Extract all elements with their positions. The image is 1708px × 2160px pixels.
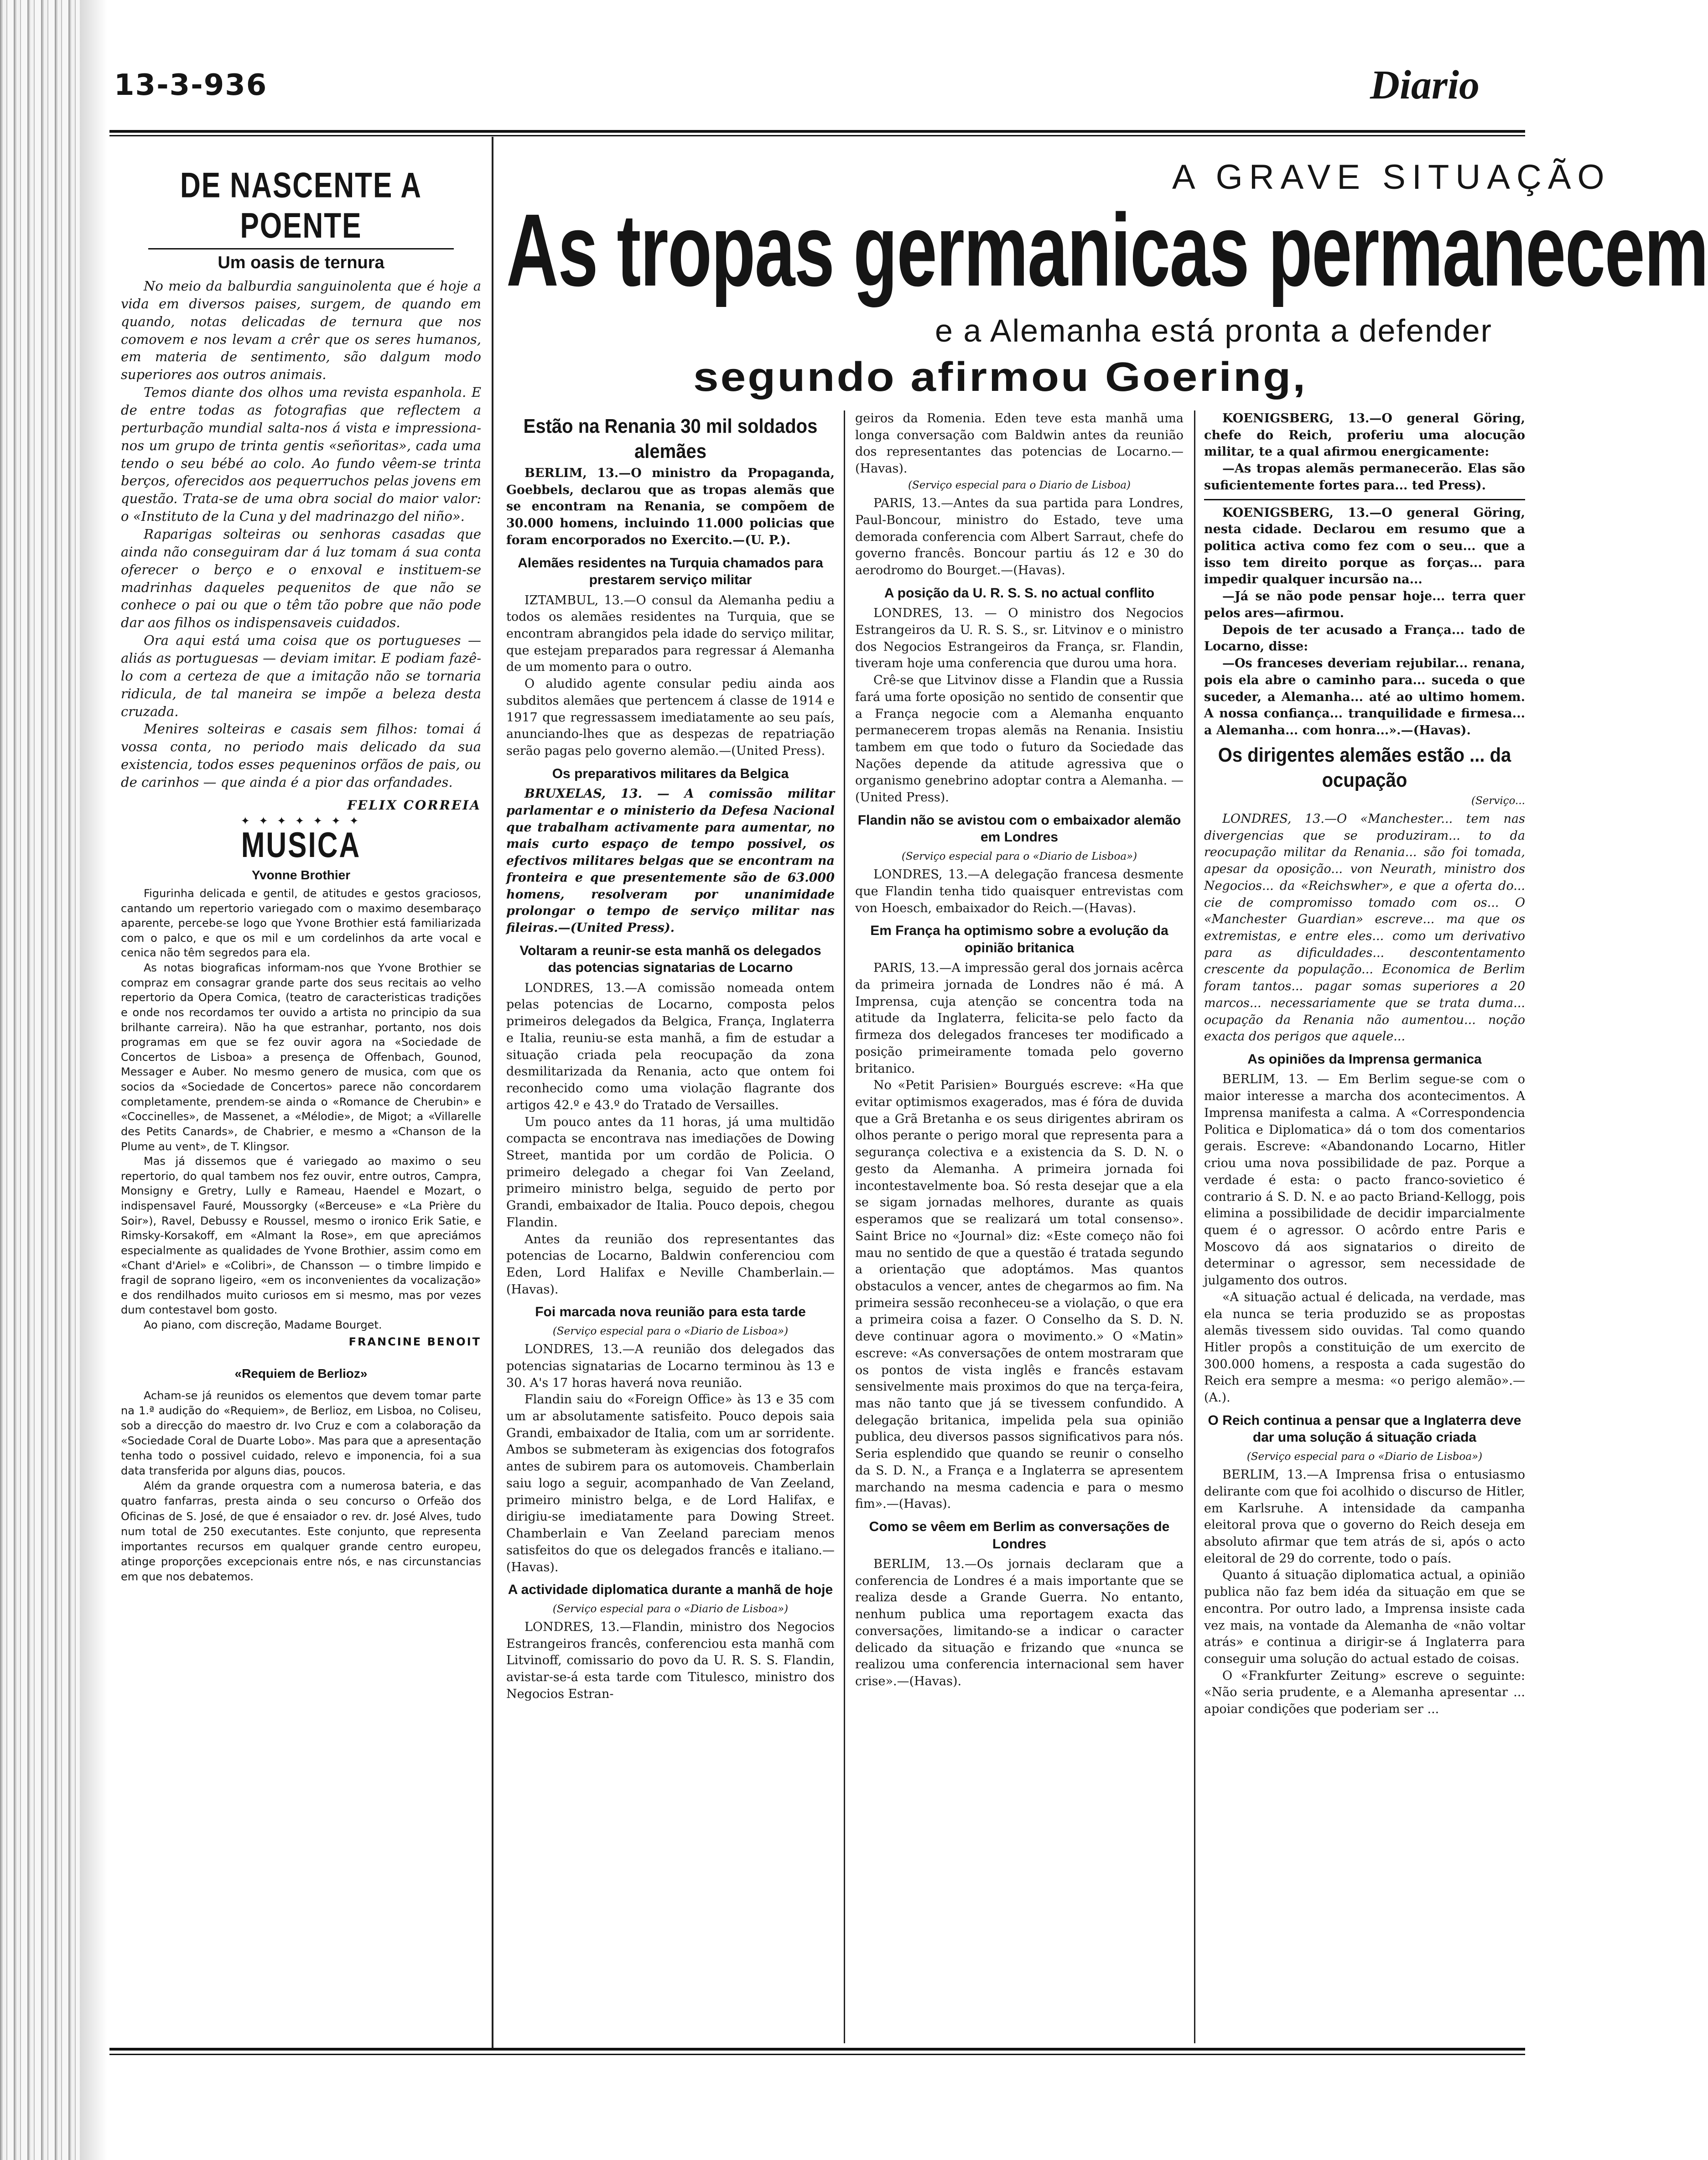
service-credit: (Serviço...: [1471, 794, 1525, 807]
article-headline: Em França ha optimismo sobre a evolução da opinião britanica: [870, 923, 1168, 955]
article-headline: O Reich continua a pensar que a Inglaterra deve dar uma solução á situação criada: [1208, 1412, 1521, 1445]
article-headline: Os dirigentes alemães estão ... da ocupação: [1218, 743, 1511, 791]
article-headline: Os preparativos militares da Belgica: [552, 766, 789, 781]
article-headline: Foi marcada nova reunião para esta tarde: [535, 1304, 806, 1320]
article-paragraph: —Já se não pode pensar hoje... terra quer pelos ares—afirmou.: [1204, 589, 1525, 620]
article-paragraph: Mas já dissemos que é variegado ao maximo o seu repertorio, do qual tambem nos fez ouvir, entre outros, Campra, Monsigny e Gretry, Lully e Rameau, Haendel e Mozart, o indispensavel Fauré, Moussorgky («Berceuse» e «La Prière du Soir»), Ravel, Debussy e Roussel, mesmo o ironico Erik Satie, e Rimsky-Korsakoff, em «Almant la Rose», em que apreciámos especialmente as qualidades de Yvone Brothier, assim como em «Chant d'Ariel» e «Colibri», de Chansson — o timbre limpido e fragil de soprano ligeiro, «em os inconvenientes da vocalização» e dos rendilhados muito curiosos em si mesmo, mas por vezes dum contestavel bom gosto.: [121, 1155, 481, 1317]
column-rule: [844, 410, 845, 2043]
article-paragraph: Além da grande orquestra com a numerosa bateria, e das quatro fanfarras, presta ainda o seu concurso o Orfeão dos Oficinas de S. José, de que é ensaiador o rev. dr. José Alves, tudo num total de 250 executantes. Este conjunto, que representa importantes recursos em qualquer grande centro europeu, atinge proporções excepcionais entre nós, e nas circunstancias em que nos debatemos.: [121, 1480, 481, 1583]
article-paragraph: BERLIM, 13. — Em Berlim segue-se com o maior interesse a marcha dos acontecimentos. A Imprensa manifesta a calma. A «Correspondencia Politica e Diplomatica» dá o tom dos comentarios gerais. Escreve: «Abandonando Locarno, Hitler criou uma nova possibilidade de paz. Porque a verdade é esta: o pacto franco-sovietico é contrario á S. D. N. e ao pacto Briand-Kellogg, pois elimina a possibilidade de decidir imparcialmente quem é o agressor. O acôrdo entre Paris e Moscovo dá aos signatarios o direito de determinar o agressor, sem necessidade de julgamento dos outros.: [1204, 1072, 1525, 1288]
section-title-musica: MUSICA: [241, 826, 361, 865]
article-headline: A posição da U. R. S. S. no actual conflito: [884, 585, 1155, 601]
article-paragraph: Quanto á situação diplomatica actual, a opinião publica não faz bem idéa da situação em que se encontra. Por outro lado, a Imprensa insiste cada vez mais, na vontade da Alemanha de «não voltar atrás» e continua a dirigir-se á Inglaterra para conseguir uma solução do actual estado de coisas.: [1204, 1568, 1525, 1667]
article-paragraph: Ao piano, com discreção, Madame Bourget.: [144, 1319, 382, 1332]
deck-headline: e a Alemanha está pronta a defender: [935, 313, 1492, 348]
article-paragraph: Um pouco antes da 11 horas, já uma multidão compacta se encontrava nas imediações de Dowing Street, mantida por um cordão de Policia. O primeiro delegado a chegar foi Van Zeeland, primeiro ministro belga, seguido de perto por Grandi, embaixador de Italia. Pouco depois, chegou Flandin.: [506, 1115, 835, 1230]
article-paragraph: LONDRES, 13.—A delegação francesa desmente que Flandin tenha tido quaisquer entrevistas com von Hoesch, embaixador do Reich.—(Havas).: [855, 867, 1184, 915]
article-paragraph: PARIS, 13.—A impressão geral dos jornais acêrca da primeira jornada de Londres não é má. A Imprensa, cuja atenção se concentra toda na atitude da Inglaterra, felicita-se pelo facto da firmeza dos delegados franceses ter modificado a posição primeiramente tomada pelo governo britanico.: [855, 961, 1184, 1076]
article-paragraph: As notas biograficas informam-nos que Yvone Brothier se compraz em consagrar grande parte dos seus recitais ao velho repertorio da Opera Comica, (teatro de caracteristicas tradições e onde nos recordamos ter ouvido a artista no principio da sua brilhante carreira). Não ha que estranhar, portanto, nos dois programas em que se fez ouvir agora na «Sociedade de Concertos de Lisboa» a presença de Offenbach, Gounod, Messager e Auber. No mesmo genero de musica, com que os socios da «Sociedade de Concertos» parece não concordarem completamente, prendem-se ainda o «Romance de Cherubin» e «Coccinelles», de Massenet, a «Mélodie», de Migot; a «Villarelle des Petits Canards», de Chabrier, e mesmo a «Chanson de la Plume au vent», de T. Klingsor.: [121, 961, 481, 1153]
article-paragraph: Depois de ter acusado a França... tado de Locarno, disse:: [1204, 623, 1525, 654]
article-paragraph: —Os franceses deveriam rejubilar... renana, pois ela abre o caminho para... suceda o que suceder, a Alemanha... até ao ultimo homem. A nossa confiança... tranquilidade e firmesa... a Alemanha... com honra...».—(Havas).: [1204, 656, 1525, 737]
article-paragraph: LONDRES, 13. — O ministro dos Negocios Estrangeiros da U. R. S. S., sr. Litvinov e o ministro dos Negocios Estrangeiros da França, sr. Flandin, tiveram hoje uma conferencia que durou uma hora.: [855, 606, 1184, 671]
column-rule: [1194, 410, 1195, 2043]
article-headline: As opiniões da Imprensa germanica: [1247, 1051, 1482, 1067]
service-credit: (Serviço especial para o Diario de Lisboa): [908, 479, 1131, 491]
article-headline: A actividade diplomatica durante a manhã de hoje: [508, 1582, 833, 1598]
article-subtitle-brothier: Yvonne Brothier: [251, 867, 351, 882]
divider-ornament: ✦ ✦ ✦ ✦ ✦ ✦ ✦: [240, 814, 362, 827]
deck-headline-bold: segundo afirmou Goering,: [693, 353, 1308, 400]
article-paragraph: BERLIM, 13.—O ministro da Propaganda, Goebbels, declarou que as tropas alemãs que se encontram na Renania, se compõem de 30.000 homens, incluindo 11.000 policias que foram encorporados no Exercito.—(U. P.).: [506, 466, 835, 547]
article-paragraph: Antes da reunião dos representantes das potencias de Locarno, Baldwin conferenciou com Eden, Lord Halifax e Neville Chamberlain.—(Havas).: [506, 1232, 835, 1297]
article-paragraph: O aludido agente consular pediu ainda aos subditos alemães que pertencem á classe de 1914 e 1917 que regressassem imediatamente ao seu país, anunciando-lhes que as despezas de repatriação serão pagas pelo governo alemão.—(United Press).: [506, 677, 835, 758]
service-credit: (Serviço especial para o «Diario de Lisboa»): [1246, 1450, 1483, 1463]
article-paragraph: KOENIGSBERG, 13.—O general Göring, nesta cidade. Declarou em resumo que a politica activa como fez com o seu... que a isso tem direito porque as forças... para impedir qualquer incursão na...: [1204, 505, 1525, 587]
article-paragraph: Menires solteiras e casais sem filhos: tomai á vossa conta, no periodo mais delicado da sua existencia, todos esses pequeninos orfãos de pais, ou de carinhos — que ainda é a pior das orfandades.: [121, 721, 481, 790]
service-credit: (Serviço especial para o «Diario de Lisboa»): [901, 850, 1137, 862]
scan-gutter-shadow: [80, 0, 107, 2160]
column-three: [855, 410, 1184, 1690]
service-credit: (Serviço especial para o «Diario de Lisboa»): [552, 1325, 789, 1337]
article-paragraph: IZTAMBUL, 13.—O consul da Alemanha pediu a todos os alemães residentes na Turquia, que se encontram abrangidos pela idade do serviço militar, que estejam preparados para regressar á Alemanha de um momento para o outro.: [506, 593, 835, 675]
article-headline: Voltaram a reunir-se esta manhã os delegados das potencias signatarias de Locarno: [519, 943, 821, 976]
main-headline: As tropas germanicas permanecem: [506, 193, 1708, 308]
column-two: [506, 410, 835, 1703]
bottom-rule: [109, 2048, 1525, 2055]
article-paragraph: Crê-se que Litvinov disse a Flandin que a Russia fará uma forte oposição no sentido de consentir que a França negocie com a Alemanha enquanto permanecerem tropas alemãs na Renania. Insistiu tambem em que todo o futuro da Sociedade das Nações depende da atitude agressiva que o organismo genebrino adoptar contra a Alemanha. — (United Press).: [855, 673, 1184, 805]
article-paragraph: No «Petit Parisien» Bourgués escreve: «Ha que evitar optimismos exagerados, mas é fóra de duvida que a Grã Bretanha e os seus dirigentes abriram os olhos perante o perigo moral que representa para a segurança colectiva e a existencia da S. D. N. o gesto da Alemanha. A primeira jornada foi incontestavelmente boa. Só resta desejar que a ela se sigam jornadas melhores, durante as quais esperamos que se realizará um total consenso». Saint Brice no «Journal» diz: «Este começo não foi mau no sentido de que a questão é tratada segundo a orientação que adoptámos. Mas quantos obstaculos a vencer, antes de chegarmos ao fim. Na primeira sessão reconheceu-se a violação, o que era a primeira coisa a fazer. O Conselho da S. D. N. deve continuar agora o movimento.» O «Matin» escreve: «As conversações de ontem mostraram que os pontos de vista inglês e francês estavam sensivelmente mais proximos do que na terça-feira, mas não tanto que já se tivessem confundido. A delegação britanica, impelida pela sua opinião publica, deu diversos passos significativos para nós. Seria esplendido que quando se reunir o conselho da S. D. N., a França e a Inglaterra se apresentem marchando na mesma cadencia e para o mesmo fim».—(Havas).: [855, 1078, 1184, 1511]
article-headline: Estão na Renania 30 mil soldados alemães: [523, 415, 818, 462]
article-paragraph: LONDRES, 13.—A comissão nomeada ontem pelas potencias de Locarno, composta pelos primeiros delegados da Belgica, França, Inglaterra e Italia, reuniu-se esta manhã, a fim de estudar a situação criada pela reocupação da zona desmilitarizada da Renania, acto que ontem foi reconhecido como uma violação flagrante dos artigos 42.º e 43.º do Tratado de Versailles.: [506, 981, 835, 1112]
article-paragraph: No meio da balburdia sanguinolenta que é hoje a vida em diversos paises, surgem, de quando em quando, notas delicadas de ternura que nos comovem e nos levam a crêr que os seres humanos, em materia de sentimento, são dalgum modo superiores aos outros animais.: [121, 278, 481, 383]
article-paragraph: Ora aqui está uma coisa que os portugueses — aliás as portuguesas — deviam imitar. E podiam fazê-lo com a certeza de que a imitação não se tornaria ridicula, de tal maneira se impõe a beleza desta cruzada.: [121, 633, 481, 719]
article-paragraph: Flandin saiu do «Foreign Office» às 13 e 35 com um ar absolutamente satisfeito. Pouco depois saia Grandi, embaixador de Italia, com um ar sorridente. Ambos se submeteram às exigencias dos fotografos antes de subirem para os automoveis. Chamberlain saiu logo a seguir, acompanhado de Van Zeeland, primeiro ministro belga, e de Lord Halifax, e dirigiu-se imediatamente para Dowing Street. Chamberlain e Van Zeeland pareciam menos satisfeitos do que os delegados francês e italiano.—(Havas).: [506, 1392, 835, 1574]
kicker-headline: A GRAVE SITUAÇÃO: [1172, 158, 1611, 197]
top-rule: [109, 130, 1525, 136]
article-paragraph: O «Frankfurter Zeitung» escreve o seguinte: «Não seria prudente, e a Alemanha apresentar ... apoiar condições que poderiam ser ...: [1204, 1668, 1525, 1717]
article-paragraph: Acham-se já reunidos os elementos que devem tomar parte na 1.ª audição do «Requiem», de Berlioz, em Lisboa, no Coliseu, sob a direcção do maestro dr. Ivo Cruz e com a colaboração da «Sociedade Coral de Duarte Lobo». Mas para que a apresentação tenha todo o possivel cuidado, relevo e imponencia, foi a sua data transferida por alguns dias, poucos.: [121, 1389, 481, 1478]
page-date: 13-3-936: [114, 68, 268, 102]
column-four: [1204, 410, 1525, 1718]
column-rule: [492, 137, 493, 2048]
article-paragraph: Temos diante dos olhos uma revista espanhola. E de entre todas as fotografias que reflectem a perturbação mundial salta-nos á vista e impressiona-nos um grupo de trinta gentis «señoritas», cada uma tendo o seu bébé ao colo. Ao fundo vêem-se trinta berços, oferecidos aos pequerruchos pelas jovens em questão. Trata-se de uma obra social do maior valor: o «Instituto de la Cuna y del madrinazgo del niño».: [121, 384, 481, 524]
article-paragraph: Raparigas solteiras ou senhoras casadas que ainda não conseguiram dar á luz tomam á sua conta oferecer o berço e o enxoval e instituem-se madrinhas daqueles pequenitos de que não se conhece o pai ou que o têm tão pobre que não pode dar aos filhos os indispensaveis cuidados.: [121, 526, 481, 631]
article-paragraph: LONDRES, 13.—Flandin, ministro dos Negocios Estrangeiros francês, conferenciou esta manhã com Litvinoff, comissario do povo da U. R. S. S. Flandin, avistar-se-á esta tarde com Titulesco, ministro dos Negocios Estran-: [506, 1620, 835, 1701]
article-paragraph: BRUXELAS, 13. — A comissão militar parlamentar e o ministerio da Defesa Nacional que trabalham activamente para aumentar, no mais curto espaço de tempo possivel, os efectivos militares belgas que se encontram na fronteira e que presentemente são de 63.000 homens, resolveram por unanimidade prolongar o tempo de serviço militar nas fileiras.—(United Press).: [506, 787, 835, 935]
article-paragraph: «A situação actual é delicada, na verdade, mas ela nunca se teria produzido se as propostas alemãs tivessem sido ouvidas. Tal como quando Hitler propôs a constituição de um exercito de 300.000 homens, a resposta a cada sugestão do Reich era sempre a mesma: «o perigo alemão».—(A.).: [1204, 1290, 1525, 1405]
article-paragraph: BERLIM, 13.—Os jornais declaram que a conferencia de Londres é a mais importante que se realiza desde a Grande Guerra. No entanto, nenhum publica uma reportagem exacta das conversações, limitando-se a indicar o caracter delicado da situação e frizando que «nunca se realizou uma conferencia internacional sem haver crise».—(Havas).: [855, 1557, 1184, 1689]
article-paragraph: KOENIGSBERG, 13.—O general Göring, chefe do Reich, proferiu uma alocução militar, te a qual afirmou energicamente:: [1204, 411, 1525, 459]
article-subtitle-requiem: «Requiem de Berlioz»: [234, 1366, 368, 1381]
scan-edge-shadow: [0, 0, 80, 2160]
article-paragraph: BERLIM, 13.—A Imprensa frisa o entusiasmo delirante com que foi acolhido o discurso de Hitler, em Karlsruhe. A intensidade da campanha eleitoral prova que o governo do Reich deseja em absoluto afirmar que tem atrás de si, após o acto eleitoral de 29 do corrente, todo o país.: [1204, 1468, 1525, 1566]
author-signature: FELIX CORREIA: [347, 797, 481, 813]
article-subtitle-oasis: Um oasis de ternura: [218, 253, 384, 272]
article-paragraph: LONDRES, 13.—A reunião dos delegados das potencias signatarias de Locarno terminou às 13 e 30. A's 17 horas haverá nova reunião.: [506, 1342, 835, 1390]
article-headline: Flandin não se avistou com o embaixador alemão em Londres: [857, 812, 1181, 845]
newspaper-masthead: Diario: [1370, 62, 1480, 108]
article-paragraph: geiros da Romenia. Eden teve esta manhã uma longa conversação com Baldwin antes da reunião dos representantes das potencias de Locarno.—(Havas).: [855, 411, 1184, 476]
article-headline: Alemães residentes na Turquia chamados para prestarem serviço militar: [518, 555, 823, 588]
article-paragraph: —As tropas alemãs permanecerão. Elas são suficientemente fortes para... ted Press).: [1204, 462, 1525, 493]
service-credit: (Serviço especial para o «Diario de Lisboa»): [552, 1603, 789, 1615]
article-headline: Como se vêem em Berlim as conversações de Londres: [869, 1519, 1170, 1552]
author-signature: FRANCINE BENOIT: [348, 1335, 481, 1348]
column-nascente-poente: [121, 164, 481, 1584]
article-paragraph: PARIS, 13.—Antes da sua partida para Londres, Paul-Boncour, ministro do Estado, teve uma demorada conferencia com Albert Sarraut, chefe do governo francês. Boncour partiu ás 12 e 30 do aerodromo do Bourget.—(Havas).: [855, 496, 1184, 578]
article-paragraph: Figurinha delicada e gentil, de atitudes e gestos graciosos, cantando um repertorio variegado com o maximo desembaraço aparente, percebe-se logo que Yvone Brothier está familiarizada com o palco, e que os mil e um cordelinhos da arte vocal e cenica não têm segredos para ela.: [121, 887, 481, 960]
article-paragraph: LONDRES, 13.—O «Manchester... tem nas divergencias que se produziram... to da reocupação militar da Renania... são foi tomada, apesar da oposição... von Neurath, ministro dos Negocios... da «Reichswher», e que a oferta do... cie de compromisso tomado com os... O «Manchester Guardian» escreve... ma que os extremistas, e entre eles... como um derivativo para as dificuldades... descontentamento crescente da população... Economica de Berlim foram tantos... pagar somas superiores a 20 marcos... necessariamente que se trata duma... ocupação da Renania não aumentou... noção exacta dos perigos que aquele...: [1204, 811, 1525, 1044]
section-title-nascente: DE NASCENTE A POENTE: [180, 166, 422, 246]
